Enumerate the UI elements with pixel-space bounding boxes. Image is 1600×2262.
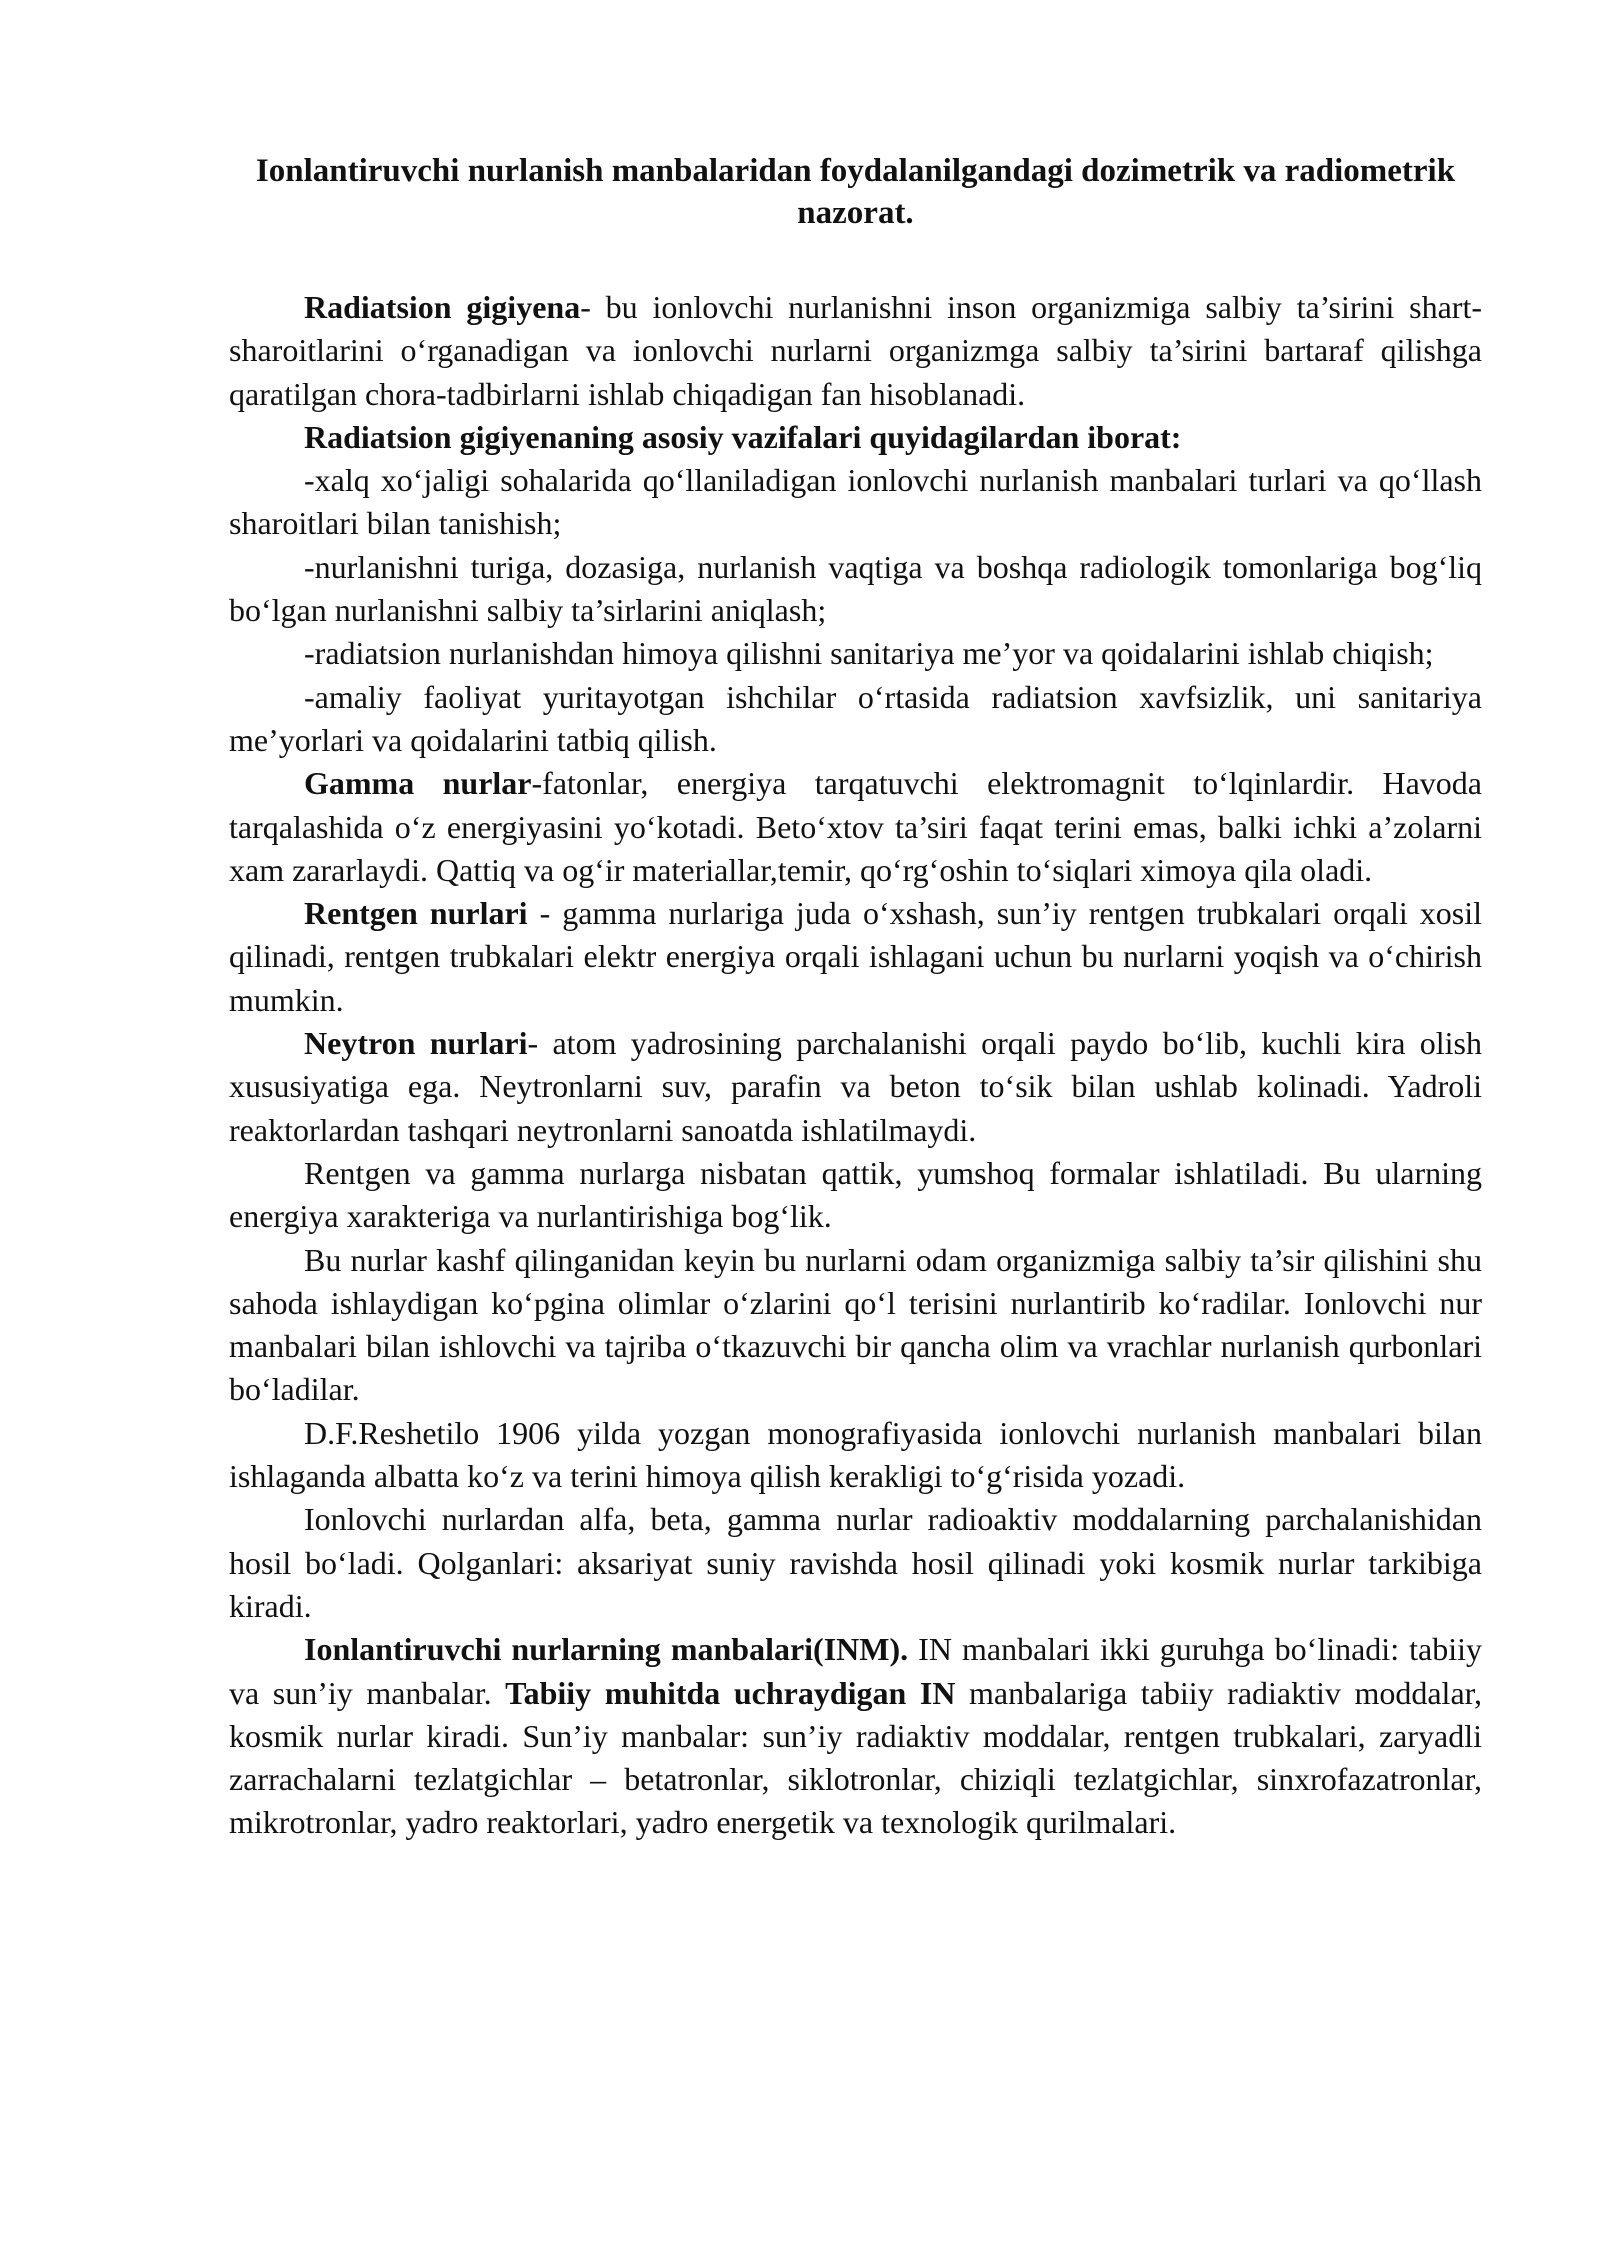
paragraph: Ionlovchi nurlardan alfa, beta, gamma nurlar radioaktiv moddalarning parchalanishidan hosil bo‘ladi. Qolganlari: aksariyat suniy ravishda hosil qilinadi yoki kosmik nurlar tarkibiga kiradi. [229,1501,1482,1624]
paragraph-lead: Radiatsion gigiyena [304,289,581,325]
document-page [229,150,1482,1845]
list-item: -amaliy faoliyat yuritayotgan ishchilar o‘rtasida radiatsion xavfsizlik, uni sanitariya me’yorlari va qoidalarini tatbiq qilish. [229,678,1482,758]
paragraph-text: -fatonlar, energiya tarqatuvchi elektromagnit to‘lqinlardir. Havoda tarqalashida o‘z energiyasini yo‘kotadi. Beto‘xtov ta’siri faqat terini emas, balki ichki a’zolarni xam zararlaydi. Qattiq va og‘ir materiallar,temir, qo‘rg‘oshin to‘siqlari ximoya qila oladi. [229,765,1483,888]
section-heading: Radiatsion gigiyenaning asosiy vazifalari quyidagilardan iborat: [304,418,1182,455]
paragraph-text: IN manbalari ikki guruhga bo‘linadi: tabiiy va sun’iy manbalar. [229,1631,1483,1711]
paragraph-lead: Rentgen nurlari [304,895,528,932]
list-item: -xalq xo‘jaligi sohalarida qo‘llaniladigan ionlovchi nurlanish manbalari turlari va qo‘llash sharoitlari bilan tanishish; [229,462,1482,542]
paragraph: Bu nurlar kashf qilinganidan keyin bu nurlarni odam organizmiga salbiy ta’sir qilishini shu sahoda ishlaydigan ko‘pgina olimlar o‘zlarini qo‘l terisini nurlantirib ko‘radilar. Ionlovchi nur manbalari bilan ishlovchi va tajriba o‘tkazuvchi bir qancha olim va vrachlar nurlanish qurbonlari bo‘ladilar. [229,1241,1482,1408]
paragraph-text: - bu ionlovchi nurlanishni inson organizmiga salbiy ta’sirini shart-sharoitlarini o‘rganadigan va ionlovchi nurlarni organizmga salbiy ta’sirini bartaraf qilishga qaratilgan chora-tadbirlarni ishlab chiqadigan fan hisoblanadi. [229,289,1483,412]
document-title: Ionlantiruvchi nurlanish manbalaridan foydalanilgandagi dozimetrik va radiometrik nazorat. [255,153,1456,231]
paragraph [229,1628,1482,1844]
list-item: -radiatsion nurlanishdan himoya qilishni sanitariya me’yor va qoidalarini ishlab chiqish; [304,635,1434,672]
paragraph-lead: Tabiiy muhitda uchraydigan IN [505,1674,956,1711]
paragraph [229,892,1482,1022]
paragraph-lead: Gamma nurlar [304,765,532,802]
paragraph [229,1022,1482,1152]
paragraph: Rentgen va gamma nurlarga nisbatan qattik, yumshoq formalar ishlatiladi. Bu ularning energiya xarakteriga va nurlantirishiga bog‘lik. [229,1154,1482,1235]
paragraph: D.F.Reshetilo 1906 yilda yozgan monografiyasida ionlovchi nurlanish manbalari bilan ishlaganda albatta ko‘z va terini himoya qilish kerakligi to‘g‘risida yozadi. [229,1414,1482,1495]
paragraph [229,286,1482,416]
list-item: -nurlanishni turiga, dozasiga, nurlanish vaqtiga va boshqa radiologik tomonlariga bog‘liq bo‘lgan nurlanishni salbiy ta’sirlarini aniqlash; [229,548,1482,629]
paragraph-text: - atom yadrosining parchalanishi orqali paydo bo‘lib, kuchli kira olish xususiyatiga ega. Neytronlarni suv, parafin va beton to‘sik bilan ushlab kolinadi. Yadroli reaktorlardan tashqari neytronlarni sanoatda ishlatilmaydi. [229,1025,1483,1148]
paragraph [229,762,1482,892]
paragraph-lead: Ionlantiruvchi nurlarning manbalari(INM). [304,1631,909,1668]
paragraph-text: - gamma nurlariga juda o‘xshash, sun’iy rentgen trubkalari orqali xosil qilinadi, rentgen trubkalari elektr energiya orqali ishlagani uchun bu nurlarni yoqish va o‘chirish mumkin. [229,895,1483,1018]
paragraph-text: manbalariga tabiiy radiaktiv moddalar, kosmik nurlar kiradi. Sun’iy manbalar: sun’iy radiaktiv moddalar, rentgen trubkalari, zaryadli zarrachalarni tezlatgichlar – betatronlar, siklotronlar, chiziqli tezlatgichlar, sinxrofazatronlar, mikrotronlar, yadro reaktorlari, yadro energetik va texnologik qurilmalari. [229,1674,1483,1841]
paragraph-lead: Neytron nurlari [304,1025,528,1062]
